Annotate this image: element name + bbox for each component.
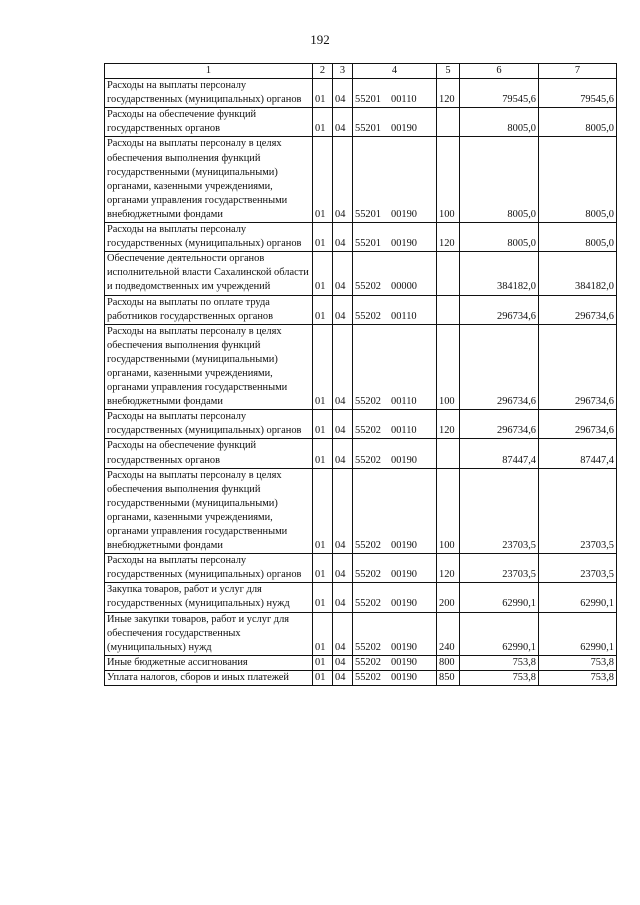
table-row [105, 468, 617, 554]
target-article-direction-code: 00190 [391, 123, 417, 135]
expense-type-cell [437, 108, 460, 137]
table-row [105, 79, 617, 108]
table-header-row [105, 64, 617, 79]
target-article-cell [353, 554, 437, 583]
header-col-6: 6 [460, 64, 539, 79]
target-article-direction-code: 00000 [391, 281, 417, 293]
target-article-program-code: 55201 [355, 238, 381, 250]
amount-col-6-cell: 23703,5 [460, 468, 539, 554]
subsection-code-cell: 04 [333, 79, 353, 108]
page-number: 192 [310, 32, 330, 47]
target-article-cell [353, 612, 437, 655]
target-article-program-code: 55202 [355, 310, 381, 322]
amount-col-6-cell: 296734,6 [460, 410, 539, 439]
subsection-code-cell: 04 [333, 439, 353, 468]
section-code-cell: 01 [313, 108, 333, 137]
header-col-4: 4 [353, 64, 437, 79]
target-article-cell [353, 295, 437, 324]
target-article-program-code: 55202 [355, 598, 381, 610]
expense-type-cell: 800 [437, 655, 460, 670]
target-article-direction-code: 00190 [391, 656, 417, 668]
target-article-direction-code: 00190 [391, 598, 417, 610]
amount-col-7-cell: 87447,4 [539, 439, 617, 468]
table-row [105, 439, 617, 468]
section-code-cell: 01 [313, 252, 333, 295]
target-article-cell [353, 324, 437, 410]
amount-col-7-cell: 8005,0 [539, 108, 617, 137]
amount-col-7-cell: 753,8 [539, 655, 617, 670]
amount-col-7-cell: 384182,0 [539, 252, 617, 295]
target-article-cell [353, 252, 437, 295]
amount-col-6-cell: 8005,0 [460, 223, 539, 252]
expense-name-cell: Расходы на выплаты персоналу государственных (муниципальных) органов [105, 554, 313, 583]
expense-name-cell: Расходы на выплаты персоналу в целях обеспечения выполнения функций государственными (муниципальными) органами, казенными учреждениями, органами управления государственными внебюджетными фондами [105, 468, 313, 554]
target-article-direction-code: 00110 [391, 310, 417, 322]
expense-type-cell [437, 252, 460, 295]
section-code-cell: 01 [313, 583, 333, 612]
header-col-7: 7 [539, 64, 617, 79]
amount-col-6-cell: 87447,4 [460, 439, 539, 468]
section-code-cell: 01 [313, 295, 333, 324]
subsection-code-cell: 04 [333, 410, 353, 439]
table-row [105, 295, 617, 324]
amount-col-7-cell: 23703,5 [539, 554, 617, 583]
target-article-program-code: 55202 [355, 569, 381, 581]
amount-col-7-cell: 8005,0 [539, 137, 617, 223]
table-row [105, 252, 617, 295]
table-row [105, 108, 617, 137]
expense-type-cell [437, 439, 460, 468]
expense-type-cell: 100 [437, 324, 460, 410]
table-row [105, 554, 617, 583]
target-article-program-code: 55202 [355, 641, 381, 653]
target-article-cell [353, 137, 437, 223]
subsection-code-cell: 04 [333, 468, 353, 554]
target-article-direction-code: 00190 [391, 641, 417, 653]
subsection-code-cell: 04 [333, 655, 353, 670]
amount-col-6-cell: 62990,1 [460, 583, 539, 612]
amount-col-6-cell: 753,8 [460, 655, 539, 670]
target-article-cell [353, 108, 437, 137]
section-code-cell: 01 [313, 324, 333, 410]
target-article-program-code: 55202 [355, 396, 381, 408]
target-article-direction-code: 00190 [391, 671, 417, 683]
expense-name-cell: Расходы на обеспечение функций государственных органов [105, 108, 313, 137]
section-code-cell: 01 [313, 468, 333, 554]
amount-col-6-cell: 8005,0 [460, 137, 539, 223]
target-article-direction-code: 00110 [391, 396, 417, 408]
expense-type-cell: 120 [437, 554, 460, 583]
expense-name-cell: Расходы на выплаты персоналу в целях обеспечения выполнения функций государственными (муниципальными) органами, казенными учреждениями, органами управления государственными внебюджетными фондами [105, 324, 313, 410]
section-code-cell: 01 [313, 612, 333, 655]
amount-col-6-cell: 296734,6 [460, 295, 539, 324]
budget-table [104, 63, 617, 686]
target-article-program-code: 55202 [355, 671, 381, 683]
amount-col-7-cell: 296734,6 [539, 410, 617, 439]
section-code-cell: 01 [313, 439, 333, 468]
expense-type-cell: 120 [437, 410, 460, 439]
expense-name-cell: Закупка товаров, работ и услуг для государственных (муниципальных) нужд [105, 583, 313, 612]
section-code-cell: 01 [313, 554, 333, 583]
target-article-program-code: 55202 [355, 656, 381, 668]
target-article-direction-code: 00110 [391, 425, 417, 437]
section-code-cell: 01 [313, 223, 333, 252]
amount-col-6-cell: 23703,5 [460, 554, 539, 583]
section-code-cell: 01 [313, 670, 333, 685]
section-code-cell: 01 [313, 79, 333, 108]
subsection-code-cell: 04 [333, 223, 353, 252]
amount-col-7-cell: 8005,0 [539, 223, 617, 252]
target-article-cell [353, 79, 437, 108]
expense-type-cell: 120 [437, 79, 460, 108]
amount-col-7-cell: 62990,1 [539, 583, 617, 612]
subsection-code-cell: 04 [333, 612, 353, 655]
subsection-code-cell: 04 [333, 137, 353, 223]
table-row [105, 223, 617, 252]
expense-type-cell: 100 [437, 137, 460, 223]
target-article-direction-code: 00190 [391, 208, 417, 220]
amount-col-7-cell: 753,8 [539, 670, 617, 685]
amount-col-6-cell: 753,8 [460, 670, 539, 685]
amount-col-6-cell: 79545,6 [460, 79, 539, 108]
amount-col-6-cell: 8005,0 [460, 108, 539, 137]
expense-name-cell: Иные бюджетные ассигнования [105, 655, 313, 670]
target-article-cell [353, 468, 437, 554]
subsection-code-cell: 04 [333, 252, 353, 295]
target-article-program-code: 55201 [355, 123, 381, 135]
amount-col-7-cell: 79545,6 [539, 79, 617, 108]
expense-type-cell: 100 [437, 468, 460, 554]
expense-name-cell: Расходы на выплаты по оплате труда работников государственных органов [105, 295, 313, 324]
subsection-code-cell: 04 [333, 583, 353, 612]
expense-type-cell [437, 295, 460, 324]
subsection-code-cell: 04 [333, 324, 353, 410]
expense-name-cell: Обеспечение деятельности органов исполнительной власти Сахалинской области и подведомственных им учреждений [105, 252, 313, 295]
expense-type-cell: 240 [437, 612, 460, 655]
subsection-code-cell: 04 [333, 554, 353, 583]
subsection-code-cell: 04 [333, 108, 353, 137]
table-row [105, 583, 617, 612]
target-article-cell [353, 410, 437, 439]
target-article-program-code: 55202 [355, 281, 381, 293]
target-article-direction-code: 00190 [391, 569, 417, 581]
target-article-program-code: 55202 [355, 454, 381, 466]
header-col-1: 1 [105, 64, 313, 79]
target-article-direction-code: 00190 [391, 238, 417, 250]
amount-col-6-cell: 296734,6 [460, 324, 539, 410]
expense-name-cell: Расходы на обеспечение функций государственных органов [105, 439, 313, 468]
table-row [105, 137, 617, 223]
subsection-code-cell: 04 [333, 295, 353, 324]
target-article-program-code: 55202 [355, 540, 381, 552]
amount-col-7-cell: 296734,6 [539, 295, 617, 324]
table-row [105, 410, 617, 439]
section-code-cell: 01 [313, 410, 333, 439]
amount-col-6-cell: 384182,0 [460, 252, 539, 295]
header-col-2: 2 [313, 64, 333, 79]
expense-type-cell: 200 [437, 583, 460, 612]
target-article-cell [353, 223, 437, 252]
header-col-3: 3 [333, 64, 353, 79]
target-article-direction-code: 00110 [391, 94, 417, 106]
target-article-program-code: 55201 [355, 94, 381, 106]
expense-name-cell: Расходы на выплаты персоналу государственных (муниципальных) органов [105, 410, 313, 439]
target-article-cell [353, 655, 437, 670]
table-row [105, 670, 617, 685]
amount-col-7-cell: 62990,1 [539, 612, 617, 655]
header-col-5: 5 [437, 64, 460, 79]
table-row [105, 655, 617, 670]
amount-col-7-cell: 23703,5 [539, 468, 617, 554]
target-article-program-code: 55202 [355, 425, 381, 437]
expense-type-cell: 120 [437, 223, 460, 252]
table-row [105, 612, 617, 655]
expense-name-cell: Иные закупки товаров, работ и услуг для обеспечения государственных (муниципальных) нужд [105, 612, 313, 655]
target-article-cell [353, 670, 437, 685]
target-article-direction-code: 00190 [391, 454, 417, 466]
expense-name-cell: Расходы на выплаты персоналу государственных (муниципальных) органов [105, 223, 313, 252]
target-article-cell [353, 583, 437, 612]
section-code-cell: 01 [313, 137, 333, 223]
target-article-direction-code: 00190 [391, 540, 417, 552]
amount-col-6-cell: 62990,1 [460, 612, 539, 655]
expense-name-cell: Расходы на выплаты персоналу в целях обеспечения выполнения функций государственными (муниципальными) органами, казенными учреждениями, органами управления государственными внебюджетными фондами [105, 137, 313, 223]
expense-name-cell: Расходы на выплаты персоналу государственных (муниципальных) органов [105, 79, 313, 108]
target-article-program-code: 55201 [355, 208, 381, 220]
expense-name-cell: Уплата налогов, сборов и иных платежей [105, 670, 313, 685]
section-code-cell: 01 [313, 655, 333, 670]
table-row [105, 324, 617, 410]
amount-col-7-cell: 296734,6 [539, 324, 617, 410]
subsection-code-cell: 04 [333, 670, 353, 685]
expense-type-cell: 850 [437, 670, 460, 685]
target-article-cell [353, 439, 437, 468]
